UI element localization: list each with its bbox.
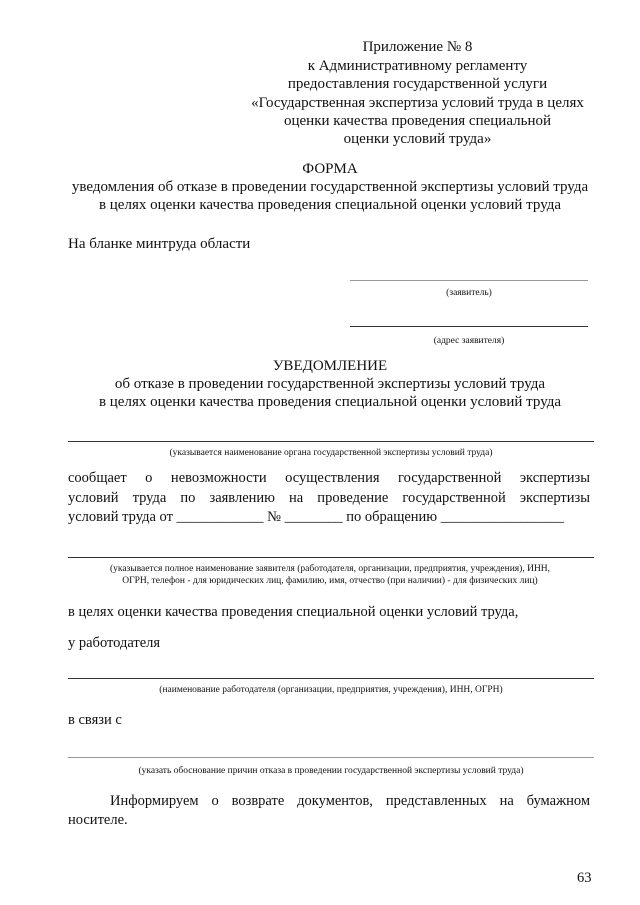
- applicant-full-caption-1: (указывается полное наименование заявителя (работодателя, организации, предприятия, учреждения), ИНН,: [109, 564, 551, 574]
- form-subtitle-1: уведомления об отказе в проведении государственной экспертизы условий труда: [71, 179, 589, 195]
- applicant-full-caption-2: ОГРН, телефон - для юридических лиц, фамилию, имя, отчество (при наличии) - для физических лиц): [122, 576, 538, 586]
- info-line-2: носителе.: [68, 812, 128, 828]
- applicant-address-line: [350, 326, 588, 327]
- authority-caption: (указывается наименование органа государственной экспертизы условий труда): [169, 448, 493, 458]
- reason-label: в связи с: [68, 712, 122, 728]
- letterhead-note: На бланке минтруда области: [68, 236, 251, 252]
- appendix-line-6: оценки условий труда»: [343, 131, 492, 147]
- page-number: 63: [577, 870, 592, 886]
- applicant-full-line: [68, 557, 594, 558]
- authority-line: [68, 441, 594, 442]
- appendix-line-4: «Государственная экспертиза условий труда в целях: [251, 95, 584, 111]
- info-line-1: Информируем о возврате документов, представленных на бумажном: [110, 793, 590, 809]
- applicant-line: [350, 280, 588, 281]
- appendix-line-3: предоставления государственной услуги: [287, 76, 548, 92]
- body-line-1: сообщает о невозможности осуществления государственной экспертизы: [68, 470, 590, 486]
- employer-line: [68, 678, 594, 679]
- purpose-text: в целях оценки качества проведения специальной оценки условий труда,: [68, 604, 519, 620]
- appendix-line-5: оценки качества проведения специальной: [283, 113, 552, 129]
- body-line-3: условий труда от ____________ № ________ по обращению _________________: [68, 509, 565, 525]
- form-subtitle-2: в целях оценки качества проведения специальной оценки условий труда: [98, 197, 562, 213]
- applicant-caption: (заявитель): [446, 288, 492, 298]
- reason-caption: (указать обоснование причин отказа в проведении государственной экспертизы условий труда): [138, 766, 524, 776]
- employer-label: у работодателя: [68, 635, 161, 651]
- reason-line: [68, 757, 594, 758]
- applicant-address-caption: (адрес заявителя): [433, 336, 505, 346]
- notice-subtitle-1: об отказе в проведении государственной экспертизы условий труда: [114, 376, 546, 392]
- employer-caption: (наименование работодателя (организации, предприятия, учреждения), ИНН, ОГРН): [159, 685, 503, 695]
- notice-title: УВЕДОМЛЕНИЕ: [272, 358, 388, 374]
- form-title: ФОРМА: [302, 161, 358, 177]
- appendix-number: Приложение № 8: [362, 39, 473, 55]
- appendix-line-2: к Административному регламенту: [307, 58, 528, 74]
- notice-subtitle-2: в целях оценки качества проведения специальной оценки условий труда: [98, 394, 562, 410]
- body-line-2: условий труда по заявлению на проведение государственной экспертизы: [68, 490, 590, 506]
